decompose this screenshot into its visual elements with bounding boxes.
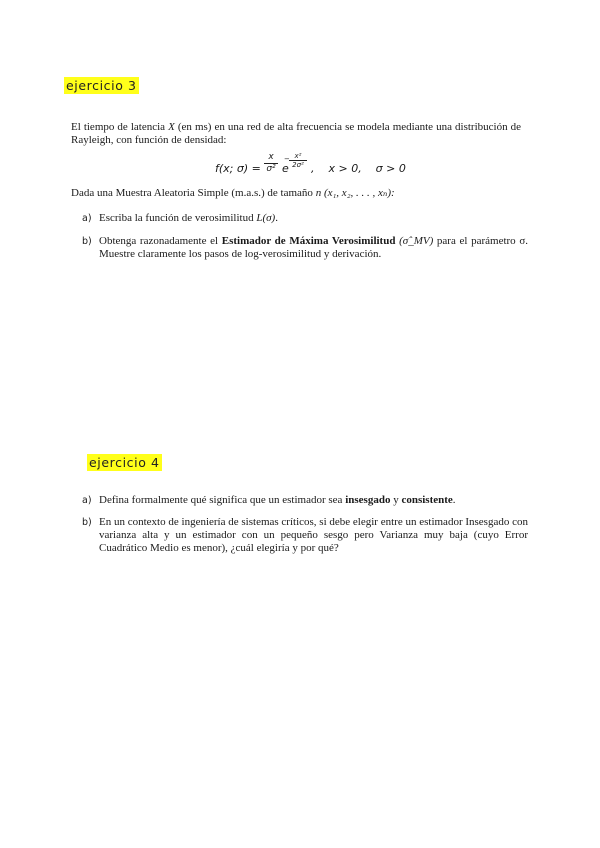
- item-label: a): [82, 495, 92, 506]
- sample-notation: (x₁, x₂, . . . , xₙ):: [321, 187, 395, 199]
- exercise-4-title: [84, 454, 165, 470]
- consistent-term: consistente: [401, 494, 453, 506]
- item-text: [99, 235, 528, 261]
- exercise-3-item-b: [82, 235, 528, 261]
- item-a-end: .: [275, 212, 278, 224]
- exercise-4-item-b: [82, 516, 528, 555]
- formula-exponential-base: e: [282, 162, 289, 175]
- item-b-text-start: Obtenga razonadamente el: [99, 235, 222, 247]
- item-label: b): [82, 236, 92, 247]
- item-a-text: Escriba la función de verosimilitud: [99, 212, 257, 224]
- sample-size: n: [315, 187, 322, 199]
- item-b-text-end: para el parámetro σ. Muestre claramente los pasos de log-verosimilitud y derivación.: [99, 235, 528, 260]
- item-text: [99, 494, 528, 507]
- item-text: En un contexto de ingeniería de sistemas críticos, si debe elegir entre un estimador Insesgado con varianza alta y un estimador con un pequeño sesgo pero Varianza muy baja (cuyo Error Cuadrático Medio es menor), ¿cuál elegiría y por qué?: [99, 516, 528, 554]
- sample-text: Dada una Muestra Aleatoria Simple (m.a.s.) de tamaño: [71, 187, 316, 199]
- formula-exponent-numerator: x²: [294, 152, 302, 160]
- exercise-3-item-a: [82, 212, 528, 225]
- intro-text-start: El tiempo de latencia: [71, 121, 169, 133]
- exercise-3-title-highlight: ejercicio 3: [66, 78, 137, 93]
- mle-term: Estimador de Máxima Verosimilitud: [221, 235, 396, 247]
- formula-exponent-denominator: 2σ²: [292, 161, 304, 169]
- formula-exponent-minus: −: [284, 155, 290, 163]
- formula-exponent: [284, 152, 307, 169]
- exercise-3-sample-statement: [71, 187, 521, 200]
- item-a-conjunction: y: [390, 494, 402, 506]
- mle-symbol: (σ̂_MV): [395, 235, 434, 247]
- formula-numerator: x: [268, 152, 274, 162]
- rayleigh-density-formula: [215, 152, 475, 184]
- intro-variable: X: [168, 121, 175, 133]
- item-label: a): [82, 213, 92, 224]
- item-label: b): [82, 517, 92, 528]
- exercise-3-title: [61, 77, 142, 93]
- formula-denominator: σ²: [266, 164, 276, 174]
- item-text: [99, 212, 528, 225]
- item-a-end: .: [452, 494, 456, 506]
- unbiased-term: insesgado: [345, 494, 391, 506]
- formula-conditions: , x > 0, σ > 0: [311, 162, 406, 175]
- exercise-3-intro: [71, 121, 521, 147]
- exercise-4-title-highlight: ejercicio 4: [89, 455, 160, 470]
- likelihood-symbol: L(σ): [256, 212, 276, 224]
- intro-text-end: (en ms) en una red de alta frecuencia se modela mediante una distribución de Rayleigh, con función de densidad:: [71, 121, 521, 146]
- formula-fraction: [264, 152, 278, 175]
- item-a-text: Defina formalmente qué significa que un estimador sea: [99, 494, 346, 506]
- exercise-4-item-a: [82, 494, 528, 507]
- formula-lhs: f(x; σ) =: [215, 162, 261, 175]
